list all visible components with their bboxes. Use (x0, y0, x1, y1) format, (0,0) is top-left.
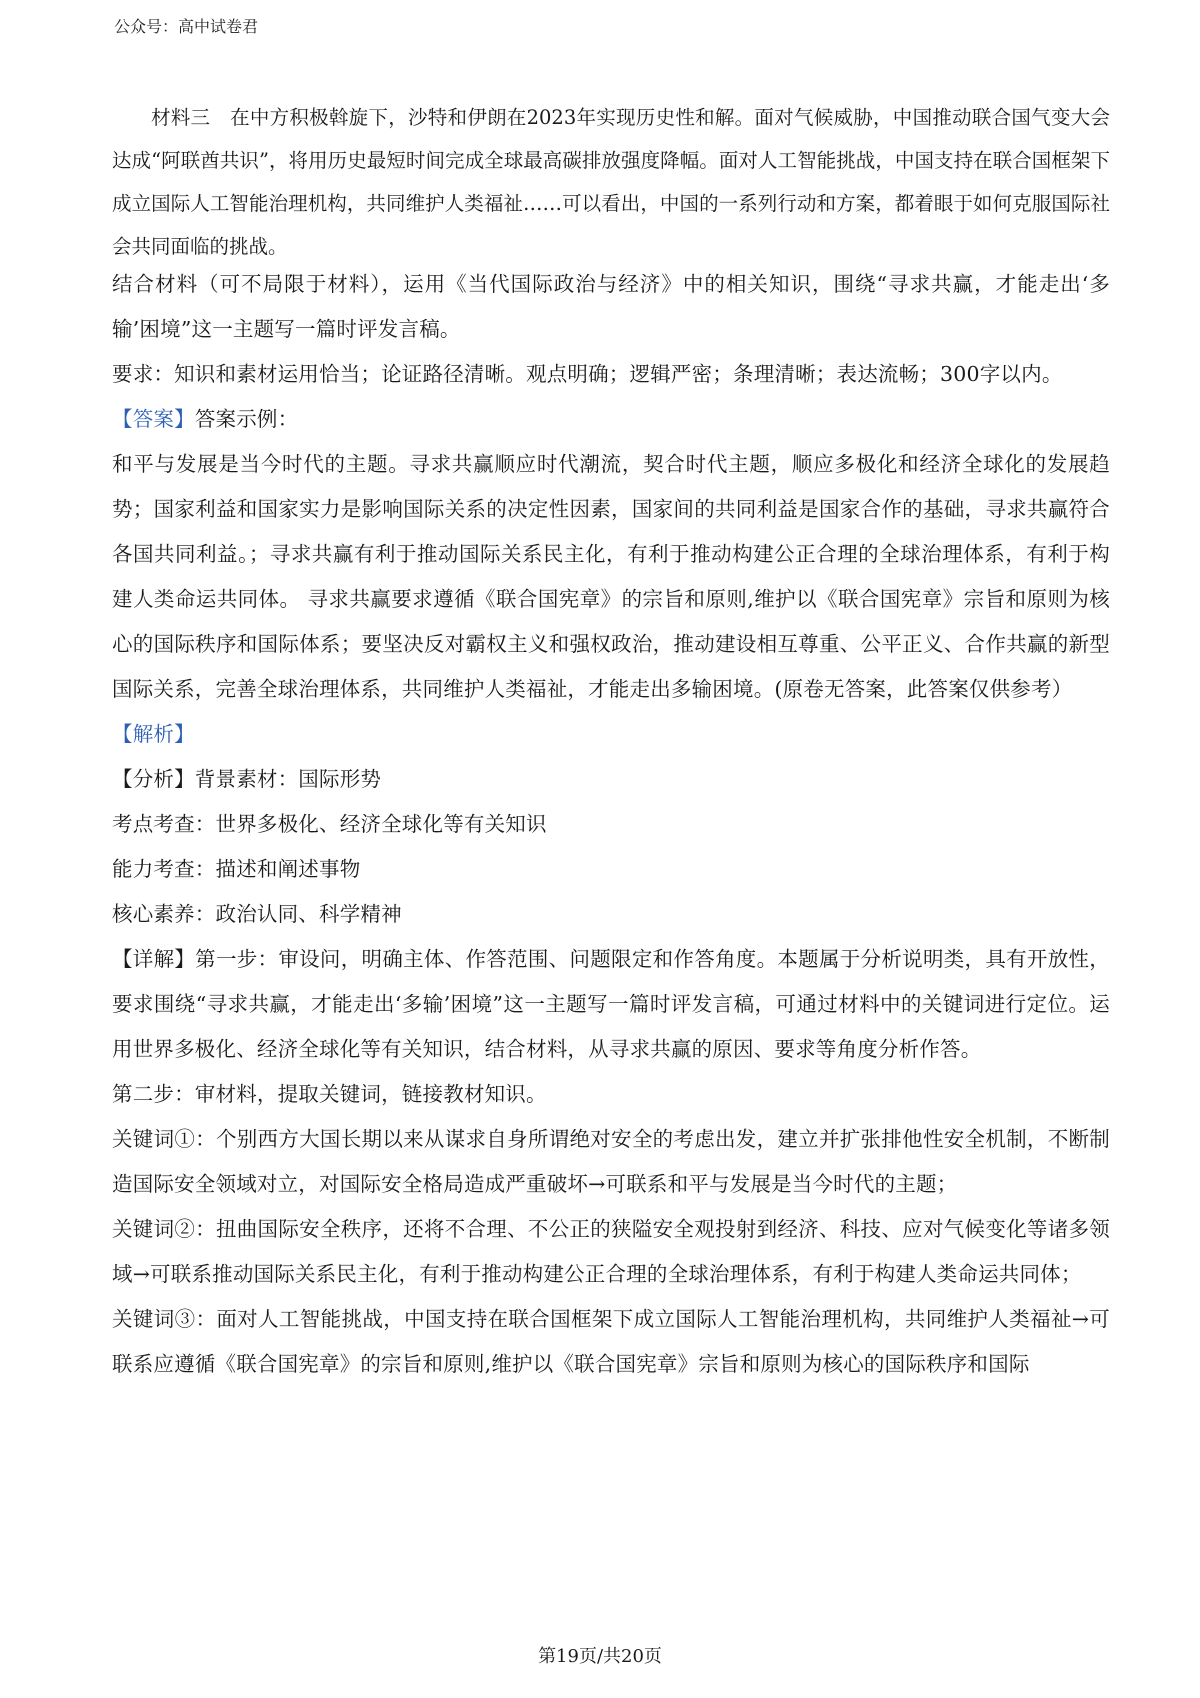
answer-heading (112, 397, 1110, 442)
analysis-line-test-point: 考点考查：世界多极化、经济全球化等有关知识 (112, 812, 547, 836)
question-requirements: 要求：知识和素材运用恰当；论证路径清晰。观点明确；逻辑严密；条理清晰；表达流畅；300字以内。 (112, 362, 1063, 386)
material-three-paragraph: 材料三 在中方积极斡旋下，沙特和伊朗在2023年实现历史性和解。面对气候威胁，中国推动联合国气变大会达成“阿联酋共识”，将用历史最短时间完成全球最高碳排放强度降幅。面对人工智能挑战，中国支持在联合国框架下成立国际人工智能治理机构，共同维护人类福祉……可以看出，中国的一系列行动和方案，都着眼于如何克服国际社会共同面临的挑战。 (112, 106, 1110, 258)
page-number: 第19页/共20页 (538, 1646, 662, 1667)
keyword-2: 关键词②：扭曲国际安全秩序，还将不合理、不公正的狭隘安全观投射到经济、科技、应对气候变化等诸多领域→可联系推动国际关系民主化，有利于推动构建公正合理的全球治理体系，有利于构建人类命运共同体； (112, 1217, 1110, 1286)
question-prompt: 结合材料（可不局限于材料），运用《当代国际政治与经济》中的相关知识，围绕“寻求共赢，才能走出‘多输’困境”这一主题写一篇时评发言稿。 (112, 272, 1110, 341)
analysis-step2: 第二步：审材料，提取关键词，链接教材知识。 (112, 1082, 547, 1106)
answer-text: 和平与发展是当今时代的主题。寻求共赢顺应时代潮流，契合时代主题，顺应多极化和经济全球化的发展趋势；国家利益和国家实力是影响国际关系的决定性因素，国家间的共同利益是国家合作的基础，寻求共赢符合各国共同利益。；寻求共赢有利于推动国际关系民主化，有利于推动构建公正合理的全球治理体系，有利于构建人类命运共同体。 寻求共赢要求遵循《联合国宪章》的宗旨和原则,维护以《联合国宪章》宗旨和原则为核心的国际秩序和国际体系；要坚决反对霸权主义和强权政治，推动建设相互尊重、公平正义、合作共赢的新型国际关系，完善全球治理体系，共同维护人类福祉，才能走出多输困境。(原卷无答案，此答案仅供参考） (112, 452, 1110, 701)
analysis-line-ability: 能力考查：描述和阐述事物 (112, 857, 361, 881)
analysis-line-literacy: 核心素养：政治认同、科学精神 (112, 902, 402, 926)
analysis-label: 【解析】 (112, 722, 195, 746)
page-header-source: 公众号：高中试卷君 (114, 17, 259, 36)
answer-label: 【答案】 (112, 407, 195, 431)
keyword-1: 关键词①：个别西方大国长期以来从谋求自身所谓绝对安全的考虑出发，建立并扩张排他性安全机制，不断制造国际安全领域对立，对国际安全格局造成严重破坏→可联系和平与发展是当今时代的主题； (112, 1127, 1110, 1196)
question-section (112, 262, 1110, 1387)
answer-intro: 答案示例： (194, 407, 299, 431)
analysis-line-background: 【分析】背景素材：国际形势 (112, 767, 382, 791)
keyword-3: 关键词③：面对人工智能挑战，中国支持在联合国框架下成立国际人工智能治理机构，共同维护人类福祉→可联系应遵循《联合国宪章》的宗旨和原则,维护以《联合国宪章》宗旨和原则为核心的国际秩序和国际 (112, 1307, 1110, 1376)
analysis-detail-step1: 【详解】第一步：审设问，明确主体、作答范围、问题限定和作答角度。本题属于分析说明类，具有开放性，要求围绕“寻求共赢，才能走出‘多输’困境”这一主题写一篇时评发言稿，可通过材料中的关键词进行定位。运用世界多极化、经济全球化等有关知识，结合材料，从寻求共赢的原因、要求等角度分析作答。 (112, 947, 1110, 1061)
